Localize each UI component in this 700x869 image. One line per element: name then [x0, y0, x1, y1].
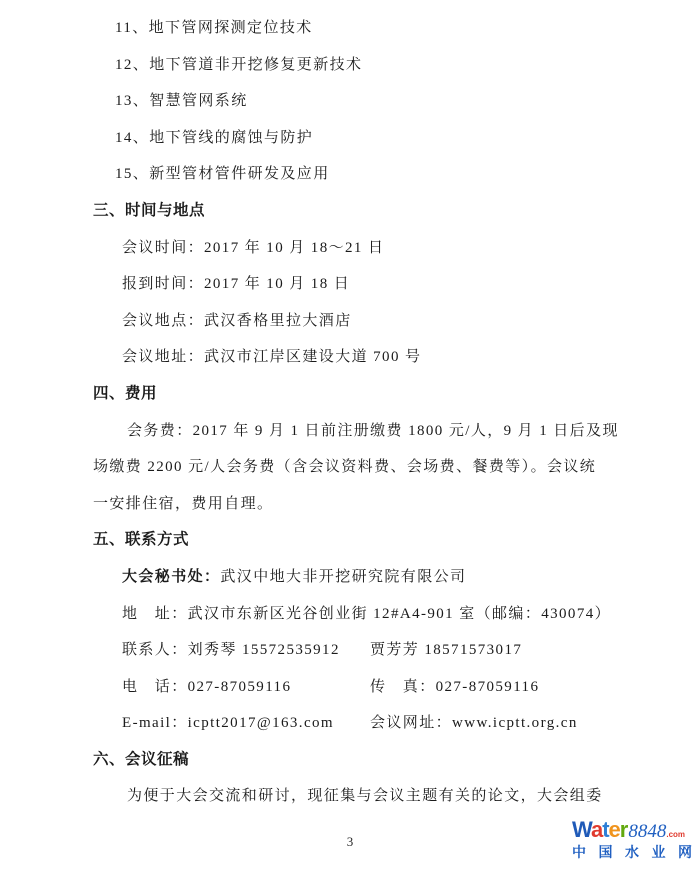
fax-value: 传 真：027-87059116	[370, 678, 540, 695]
secretariat-label: 大会秘书处：	[122, 568, 221, 585]
logo-subtitle	[572, 842, 692, 862]
section-heading-fee: 四、费用	[93, 384, 158, 402]
document-body	[93, 10, 619, 815]
fee-paragraph-line: 会务费：2017 年 9 月 1 日前注册缴费 1800 元/人，9 月 1 日后及现	[127, 422, 619, 439]
logo-word-water	[572, 817, 627, 843]
secretariat-value: 武汉中地大非开挖研究院有限公司	[220, 568, 467, 585]
section-time-location	[93, 193, 607, 376]
water8848-logo	[572, 817, 692, 862]
phone-fax-line	[93, 669, 607, 706]
logo-subtitle-char: 中	[572, 844, 586, 860]
secretariat-line	[93, 559, 607, 596]
page-number: 3	[346, 834, 354, 849]
email-website-line	[93, 705, 607, 742]
topic-list-item: 13、智慧管网系统	[115, 93, 248, 110]
contact-person-1: 联系人：刘秀琴 15572535912	[122, 642, 340, 659]
section-contact	[93, 522, 612, 742]
phone-value: 电 话：027-87059116	[122, 678, 292, 695]
logo-tld-com: .com	[666, 830, 686, 839]
meeting-time-line: 会议时间：2017 年 10 月 18～21 日	[122, 239, 385, 256]
fee-paragraph-line: 一安排住宿，费用自理。	[93, 495, 274, 512]
logo-subtitle-char: 国	[598, 844, 613, 860]
section-heading-time: 三、时间与地点	[93, 201, 206, 219]
logo-subtitle-char: 网	[678, 844, 692, 860]
topic-list	[93, 10, 607, 193]
website-value: 会议网址：www.icptt.org.cn	[370, 715, 578, 732]
topic-list-item: 14、地下管线的腐蚀与防护	[115, 129, 314, 146]
topic-list-item: 15、新型管材管件研发及应用	[115, 166, 330, 183]
email-value: E-mail：icptt2017@163.com	[122, 715, 334, 732]
address-line: 地 址：武汉市东新区光谷创业街 12#A4-901 室（邮编：430074）	[122, 605, 612, 622]
logo-letter: t	[602, 817, 609, 842]
logo-letter: r	[619, 817, 628, 842]
fee-paragraph-line: 场缴费 2200 元/人会务费（含会议资料费、会场费、餐费等）。会议统	[93, 459, 597, 476]
logo-subtitle-char: 业	[651, 844, 666, 860]
registration-time-line: 报到时间：2017 年 10 月 18 日	[122, 276, 351, 293]
logo-number-8848: 8848	[628, 821, 667, 842]
section-fee	[93, 376, 619, 522]
meeting-venue-line: 会议地点：武汉香格里拉大酒店	[122, 312, 352, 329]
logo-letter: e	[608, 817, 620, 842]
contact-person-2: 贾芳芳 18571573017	[370, 642, 523, 659]
section-call-for-papers	[93, 742, 607, 815]
logo-wordmark	[572, 817, 692, 840]
topic-list-item: 11、地下管网探测定位技术	[115, 20, 313, 36]
logo-subtitle-char: 水	[625, 844, 639, 860]
section-heading-papers: 六、会议征稿	[93, 750, 190, 768]
topic-list-item: 12、地下管道非开挖修复更新技术	[115, 56, 363, 73]
papers-paragraph-line: 为便于大会交流和研讨，现征集与会议主题有关的论文，大会组委	[127, 788, 603, 805]
logo-letter: a	[590, 817, 603, 842]
meeting-address-line: 会议地址：武汉市江岸区建设大道 700 号	[122, 349, 422, 366]
contact-persons-line	[93, 632, 607, 669]
section-heading-contact: 五、联系方式	[93, 531, 190, 549]
logo-letter: W	[572, 817, 591, 842]
